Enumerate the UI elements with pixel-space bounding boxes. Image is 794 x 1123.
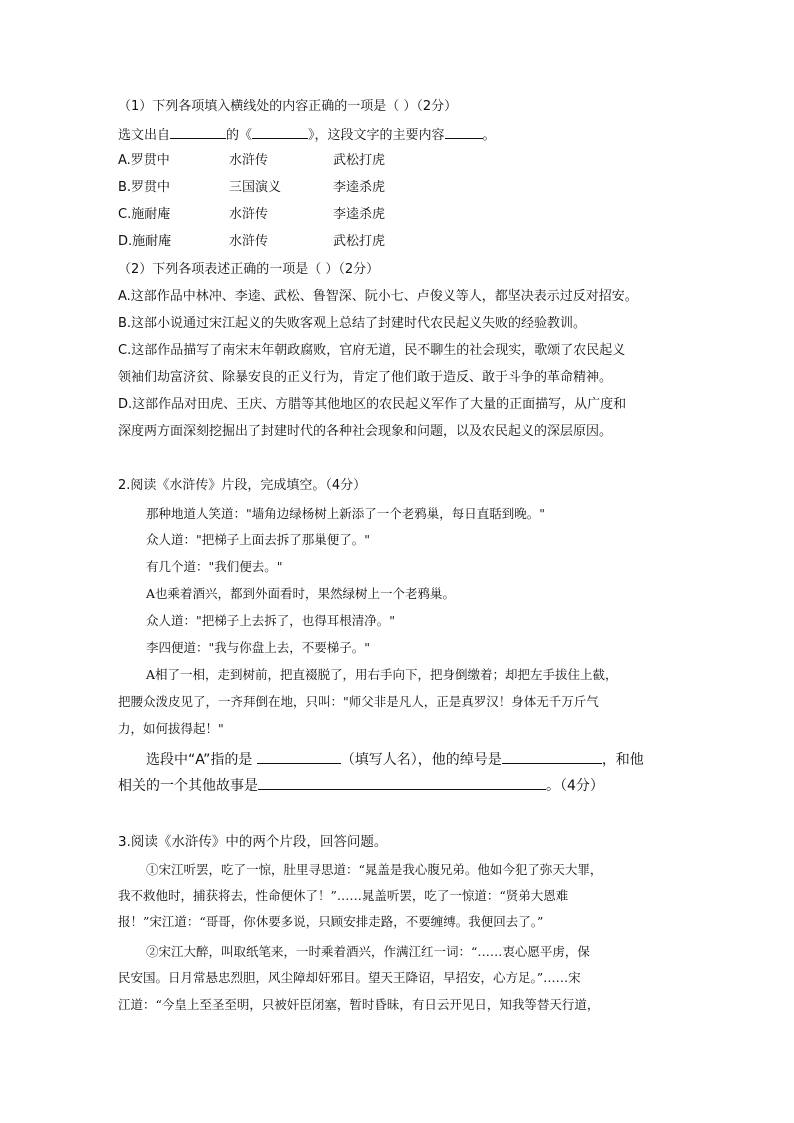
q1-stem [118, 126, 496, 144]
q2-passage-line: 有几个道："我们便去。" [146, 559, 283, 574]
stem-text-4: 。 [482, 128, 496, 143]
q3-passage-line: ②宋江大醉，叫取纸笔来，一时乘着酒兴，作满江红一词：“……衷心愿平虏，保 [146, 944, 590, 959]
option-c [118, 207, 418, 223]
author-blank [170, 126, 226, 139]
q3-passage-line: 江道：“今皇上至圣至明，只被奸臣闭塞，暂时昏昧，有日云开见日，知我等替天行道， [118, 997, 600, 1012]
q2-fill-line-1 [146, 751, 644, 769]
option-label: A.罗贯中 [118, 153, 170, 168]
option-b [118, 180, 418, 196]
name-blank [257, 751, 341, 764]
q3-passage-line: 民安国。日月常悬忠烈胆，风尘障却奸邪目。望天王降诏，早招安，心方足。”……宋 [118, 970, 581, 985]
q3-passage-line: 报！”宋江道：“哥哥，你休要多说，只顾安排走路，不要缠缚。我便回去了。” [118, 914, 544, 929]
story-blank [258, 777, 546, 790]
option-content: 武松打虎 [333, 234, 386, 249]
q1-sub2-question: （2）下列各项表述正确的一项是（ ）（2分） [118, 262, 380, 277]
q1-sub2-line: 深度两方面深刻挖掘出了封建时代的各种社会现象和问题，以及农民起义的深层原因。 [118, 424, 613, 439]
q2-passage-line: A相了一相，走到树前，把直裰脱了，用右手向下，把身倒缴着；却把左手拔住上截， [146, 667, 618, 682]
option-content: 李逵杀虎 [333, 207, 386, 222]
q3-passage-line: ①宋江听罢，吃了一惊，肚里寻思道：“晁盖是我心腹兄弟。他如今犯了弥天大罪， [146, 862, 603, 877]
q2-passage-line: 那种地道人笑道："墙角边绿杨树上新添了一个老鸦巢，每日直聒到晚。" [146, 506, 546, 521]
q2-passage-line: A也乘着酒兴，都到外面看时，果然绿树上一个老鸦巢。 [146, 586, 456, 601]
option-work: 三国演义 [229, 180, 282, 195]
q1-sub1-question: （1）下列各项填入横线处的内容正确的一项是（ ）（2分） [118, 99, 458, 114]
q1-sub2-line: 领袖们劫富济贫、除暴安良的正义行为，肯定了他们敢于造反、敢于斗争的革命精神。 [118, 370, 613, 385]
q2-passage-line: 众人道："把梯子上去拆了，也得耳根清净。" [146, 613, 395, 628]
fill-text-2: （填写人名），他的绰号是 [340, 752, 502, 768]
fill-text-3: ，和他 [601, 752, 644, 768]
q2-passage-line: 力，如何拔得起！" [118, 721, 224, 736]
q2-fill-line-2 [118, 777, 604, 795]
stem-text-3: 》，这段文字的主要内容 [308, 128, 445, 143]
work-blank [252, 126, 308, 139]
fill-text-1: 选段中“A”指的是 [146, 752, 257, 768]
q3-passage-line: 我不救他时，捕获将去，性命便休了！”……晁盖听罢，吃了一惊道：“贤弟大恩难 [118, 888, 569, 903]
fill-text-5: 。（4分） [546, 778, 604, 794]
q1-sub2-line: A.这部作品中林冲、李逵、武松、鲁智深、阮小七、卢俊义等人，都坚决表示过反对招安。 [118, 289, 638, 304]
option-work: 水浒传 [229, 207, 269, 222]
q3-title: 3.阅读《水浒传》中的两个片段，回答问题。 [118, 834, 388, 850]
option-label: D.施耐庵 [118, 234, 172, 249]
option-label: C.施耐庵 [118, 207, 171, 222]
q2-title: 2.阅读《水浒传》片段，完成填空。（4分） [118, 478, 367, 493]
fill-text-4: 相关的一个其他故事是 [118, 778, 258, 794]
nickname-blank [502, 751, 602, 764]
q2-passage-line: 把腰众泼皮见了，一齐拜倒在地，只叫："师父非是凡人，正是真罗汉！身体无千万斤气 [118, 694, 599, 709]
option-content: 武松打虎 [333, 153, 386, 168]
option-label: B.罗贯中 [118, 180, 171, 195]
option-content: 李逵杀虎 [333, 180, 386, 195]
q1-sub2-line: D.这部作品对田虎、王庆、方腊等其他地区的农民起义军作了大量的正面描写，从广度和 [118, 397, 627, 412]
stem-text-2: 的《 [226, 128, 253, 143]
q1-sub2-line: C.这部作品描写了南宋末年朝政腐败，官府无道，民不聊生的社会现实，歌颂了农民起义 [118, 343, 626, 358]
q1-sub2-line: B.这部小说通过宋江起义的失败客观上总结了封建时代农民起义失败的经验教训。 [118, 316, 587, 331]
content-blank [445, 126, 483, 139]
q2-passage-line: 众人道："把梯子上面去拆了那巢便了。" [146, 532, 370, 547]
stem-text-1: 选文出自 [118, 128, 171, 143]
option-work: 水浒传 [229, 153, 269, 168]
option-a [118, 153, 418, 169]
q2-passage-line: 李四便道："我与你盘上去，不要梯子。" [146, 640, 370, 655]
option-work: 水浒传 [229, 234, 269, 249]
option-d [118, 234, 418, 250]
